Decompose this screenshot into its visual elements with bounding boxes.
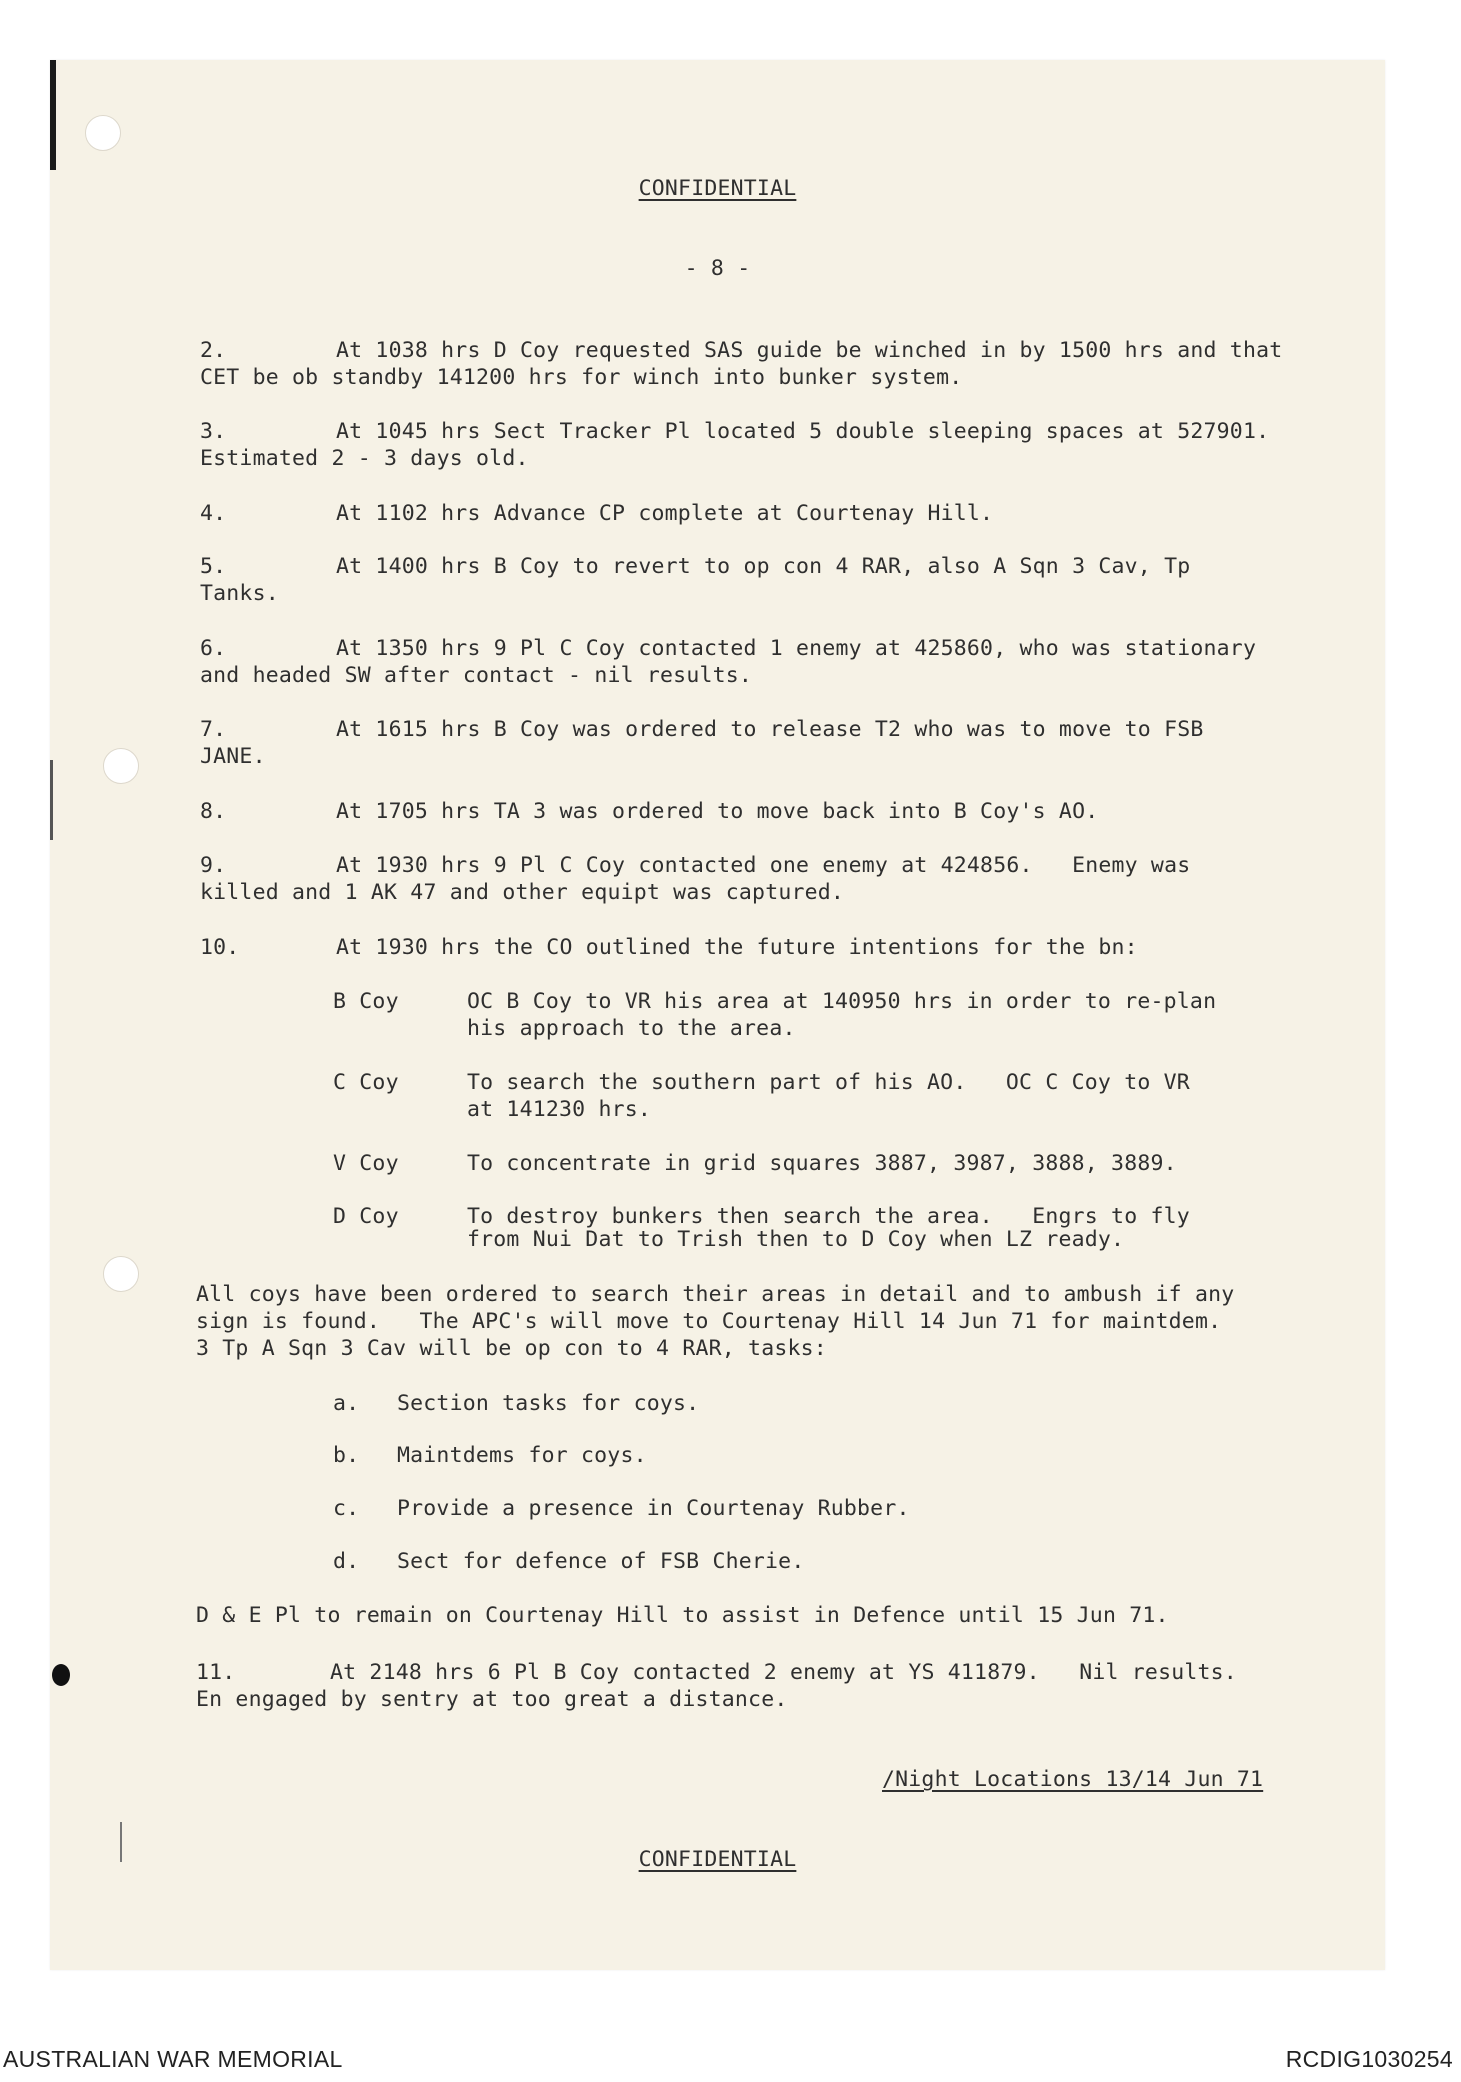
ink-blot <box>52 1664 70 1686</box>
paragraph-line: killed and 1 AK 47 and other equipt was captured. <box>200 880 845 905</box>
paragraph-line: and headed SW after contact - nil results. <box>200 663 753 688</box>
paragraph-number: 4. <box>200 501 227 526</box>
task-text: Section tasks for coys. <box>397 1391 700 1416</box>
classification-bottom: CONFIDENTIAL <box>638 1847 797 1872</box>
archive-name: AUSTRALIAN WAR MEMORIAL <box>3 2046 343 2072</box>
binding-mark <box>50 60 56 170</box>
punch-hole <box>103 748 139 784</box>
paragraph-number: 2. <box>200 338 227 363</box>
paragraph-line: JANE. <box>200 744 266 769</box>
paragraph-line: At 1705 hrs TA 3 was ordered to move back into B Coy's AO. <box>336 799 1099 824</box>
paragraph-number: 9. <box>200 853 227 878</box>
intention-line: at 141230 hrs. <box>467 1097 652 1122</box>
paragraph-line: At 1102 hrs Advance CP complete at Courtenay Hill. <box>336 501 994 526</box>
punch-hole <box>103 1256 139 1292</box>
paragraph-line: At 1045 hrs Sect Tracker Pl located 5 double sleeping spaces at 527901. <box>336 419 1270 444</box>
task-text: Sect for defence of FSB Cherie. <box>397 1549 805 1574</box>
paragraph-line: At 1930 hrs the CO outlined the future intentions for the bn: <box>336 935 1138 960</box>
intention-coy: C Coy <box>333 1070 399 1095</box>
paragraph-line: En engaged by sentry at too great a distance. <box>196 1687 788 1712</box>
paragraph-number: 10. <box>200 935 240 960</box>
paragraph-line: Tanks. <box>200 581 279 606</box>
classification-top: CONFIDENTIAL <box>638 176 797 201</box>
task-letter: a. <box>333 1391 360 1416</box>
task-letter: d. <box>333 1549 360 1574</box>
paragraph-line: Estimated 2 - 3 days old. <box>200 446 529 471</box>
task-letter: c. <box>333 1496 360 1521</box>
archive-reference: RCDIG1030254 <box>1285 2046 1453 2072</box>
paragraph-number: 8. <box>200 799 227 824</box>
paragraph-number: 5. <box>200 554 227 579</box>
task-letter: b. <box>333 1443 360 1468</box>
intention-coy: B Coy <box>333 989 399 1014</box>
paragraph-line: At 1930 hrs 9 Pl C Coy contacted one enemy at 424856. Enemy was <box>336 853 1191 878</box>
paragraph-line: At 1400 hrs B Coy to revert to op con 4 RAR, also A Sqn 3 Cav, Tp <box>336 554 1191 579</box>
intention-line: from Nui Dat to Trish then to D Coy when LZ ready. <box>467 1227 1125 1252</box>
de-platoon-line: D & E Pl to remain on Courtenay Hill to assist in Defence until 15 Jun 71. <box>196 1603 1169 1628</box>
punch-hole <box>85 115 121 151</box>
intention-line: his approach to the area. <box>467 1016 796 1041</box>
intention-line: To destroy bunkers then search the area. Engrs to fly <box>467 1204 1190 1229</box>
intention-line: OC B Coy to VR his area at 140950 hrs in order to re-plan <box>467 989 1217 1014</box>
page-number: - 8 - <box>684 256 751 281</box>
paragraph-line: At 1615 hrs B Coy was ordered to release T2 who was to move to FSB <box>336 717 1204 742</box>
task-text: Maintdems for coys. <box>397 1443 647 1468</box>
paragraph-line: At 1350 hrs 9 Pl C Coy contacted 1 enemy at 425860, who was stationary <box>336 636 1257 661</box>
task-text: Provide a presence in Courtenay Rubber. <box>397 1496 910 1521</box>
summary-line: 3 Tp A Sqn 3 Cav will be op con to 4 RAR, tasks: <box>196 1336 827 1361</box>
paragraph-number: 6. <box>200 636 227 661</box>
summary-line: All coys have been ordered to search their areas in detail and to ambush if any <box>196 1282 1235 1307</box>
paragraph-line: At 2148 hrs 6 Pl B Coy contacted 2 enemy at YS 411879. Nil results. <box>330 1660 1237 1685</box>
paragraph-number: 11. <box>196 1660 236 1685</box>
continuation-note: /Night Locations 13/14 Jun 71 <box>882 1767 1264 1792</box>
paragraph-line: At 1038 hrs D Coy requested SAS guide be winched in by 1500 hrs and that <box>336 338 1283 363</box>
paragraph-line: CET be ob standby 141200 hrs for winch into bunker system. <box>200 365 963 390</box>
summary-line: sign is found. The APC's will move to Courtenay Hill 14 Jun 71 for maintdem. <box>196 1309 1222 1334</box>
intention-line: To concentrate in grid squares 3887, 3987, 3888, 3889. <box>467 1151 1177 1176</box>
intention-coy: D Coy <box>333 1204 399 1229</box>
intention-line: To search the southern part of his AO. OC C Coy to VR <box>467 1070 1190 1095</box>
paragraph-number: 3. <box>200 419 227 444</box>
intention-coy: V Coy <box>333 1151 399 1176</box>
binding-mark <box>50 760 53 840</box>
paragraph-number: 7. <box>200 717 227 742</box>
